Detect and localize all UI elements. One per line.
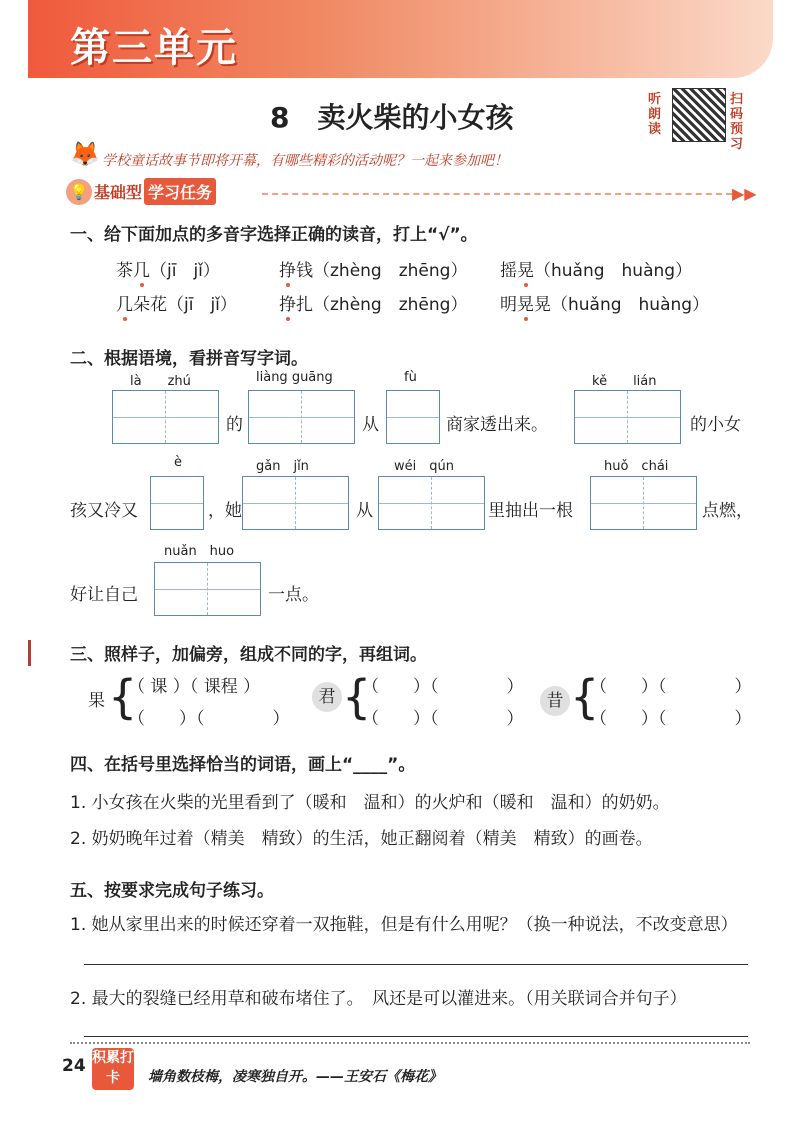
brace-icon: { (570, 670, 600, 724)
pinyin: huǒ chái (604, 459, 669, 474)
pinyin: nuǎn huo (164, 544, 235, 559)
margin-mark (28, 640, 31, 666)
q3-char: 果 (88, 691, 105, 711)
dotted-char: 晃 (517, 290, 534, 315)
dotted-char: 挣 (279, 290, 296, 315)
q1-item: 挣钱（zhèng zhēng） (279, 256, 467, 281)
pinyin: wéi qún (394, 459, 454, 474)
q5-title: 五、按要求完成句子练习。 (70, 881, 274, 901)
q3-row: （ 课 ）（ 课程 ） (128, 677, 261, 697)
task-label-a: 基础型 (94, 183, 143, 202)
brace-icon: { (108, 670, 138, 724)
q4-title: 四、在括号里选择恰当的词语，画上“____”。 (70, 755, 416, 775)
qr-code-icon[interactable] (672, 88, 726, 142)
task-divider (262, 193, 732, 195)
answer-line[interactable] (84, 964, 748, 965)
q3-row[interactable]: （ ）（ ） (590, 709, 752, 729)
q2-text: 里抽出一根 (488, 501, 573, 521)
pinyin: fù (404, 370, 417, 385)
q1-item: 明晃晃（huǎng huàng） (500, 290, 709, 315)
writing-grid[interactable] (386, 390, 440, 444)
listen-label: 听朗读 (648, 92, 662, 137)
answer-line[interactable] (84, 1036, 748, 1037)
q2-text: 从 (362, 415, 379, 435)
q4-sentence-1[interactable]: 1. 小女孩在火柴的光里看到了（暖和 温和）的火炉和（暖和 温和）的奶奶。 (70, 793, 670, 813)
q2-title: 二、根据语境，看拼音写字词。 (70, 349, 308, 369)
dotted-char: 挣 (279, 256, 296, 281)
writing-grid[interactable] (154, 562, 261, 616)
dotted-char: 几 (116, 290, 133, 315)
q2-text: 从 (356, 501, 373, 521)
q2-text: 好让自己 (70, 585, 138, 605)
q2-text: ，她 (208, 501, 242, 521)
q1-item: 挣扎（zhèng zhēng） (279, 290, 467, 315)
writing-grid[interactable] (112, 390, 219, 444)
q1-item: 几朵花（jī jǐ） (116, 290, 237, 315)
q5-sentence-2: 2. 最大的裂缝已经用草和破布堵住了。 风还是可以灌进来。（用关联词合并句子） (70, 989, 687, 1009)
q2-text: 的小女 (690, 415, 741, 435)
arrow-icon: ▶▶ (732, 184, 757, 203)
q1-title: 一、给下面加点的多音字选择正确的读音，打上“√”。 (70, 225, 478, 245)
pinyin: kě lián (592, 374, 657, 389)
q5-sentence-1: 1. 她从家里出来的时候还穿着一双拖鞋，但是有什么用呢？（换一种说法，不改变意思） (70, 915, 738, 935)
footer-quote: 墙角数枝梅，凌寒独自开。——王安石《梅花》 (148, 1069, 442, 1085)
q2-text: 的 (226, 415, 243, 435)
char-circle: 昔 (540, 686, 570, 716)
dotted-char: 几 (133, 256, 150, 281)
unit-title: 第三单元 (70, 25, 238, 71)
lesson-title: 8 卖火柴的小女孩 (270, 101, 514, 134)
dotted-char: 晃 (517, 256, 534, 281)
pinyin: è (174, 455, 182, 470)
q4-sentence-2[interactable]: 2. 奶奶晚年过着（精美 精致）的生活，她正翻阅着（精美 精致）的画卷。 (70, 829, 653, 849)
writing-grid[interactable] (150, 476, 204, 530)
pinyin: gǎn jǐn (256, 459, 309, 474)
intro-text: 学校童话故事节即将开幕，有哪些精彩的活动呢？一起来参加吧！ (102, 153, 508, 169)
char-circle: 君 (312, 682, 342, 712)
q2-text: 一点。 (268, 585, 319, 605)
fox-mascot-icon: 🦊 (70, 140, 100, 168)
q1-item: 摇晃（huǎng huàng） (500, 256, 692, 281)
lightbulb-icon: 💡 (66, 179, 92, 205)
pinyin: liàng guāng (256, 370, 333, 385)
task-header (66, 178, 216, 206)
q3-row[interactable]: （ ）（ ） (362, 709, 524, 729)
brace-icon: { (342, 670, 372, 724)
task-label-b: 学习任务 (144, 178, 216, 205)
accumulate-badge: 积累打卡 (92, 1048, 134, 1090)
q3-row[interactable]: （ ）（ ） (128, 709, 290, 729)
writing-grid[interactable] (574, 390, 681, 444)
writing-grid[interactable] (378, 476, 485, 530)
writing-grid[interactable] (242, 476, 349, 530)
q2-text: 点燃， (702, 501, 753, 521)
q3-title: 三、照样子，加偏旁，组成不同的字，再组词。 (70, 645, 427, 665)
footer-divider (70, 1042, 750, 1044)
q2-text: 商家透出来。 (446, 415, 548, 435)
pinyin: là zhú (130, 374, 191, 389)
writing-grid[interactable] (590, 476, 697, 530)
q3-row[interactable]: （ ）（ ） (362, 677, 524, 697)
writing-grid[interactable] (248, 390, 355, 444)
q3-row[interactable]: （ ）（ ） (590, 677, 752, 697)
q2-text: 孩又冷又 (70, 501, 138, 521)
q1-item: 茶几（jī jǐ） (116, 256, 220, 281)
page-number: 24 (62, 1056, 86, 1076)
scan-label: 扫码预习 (730, 92, 744, 152)
